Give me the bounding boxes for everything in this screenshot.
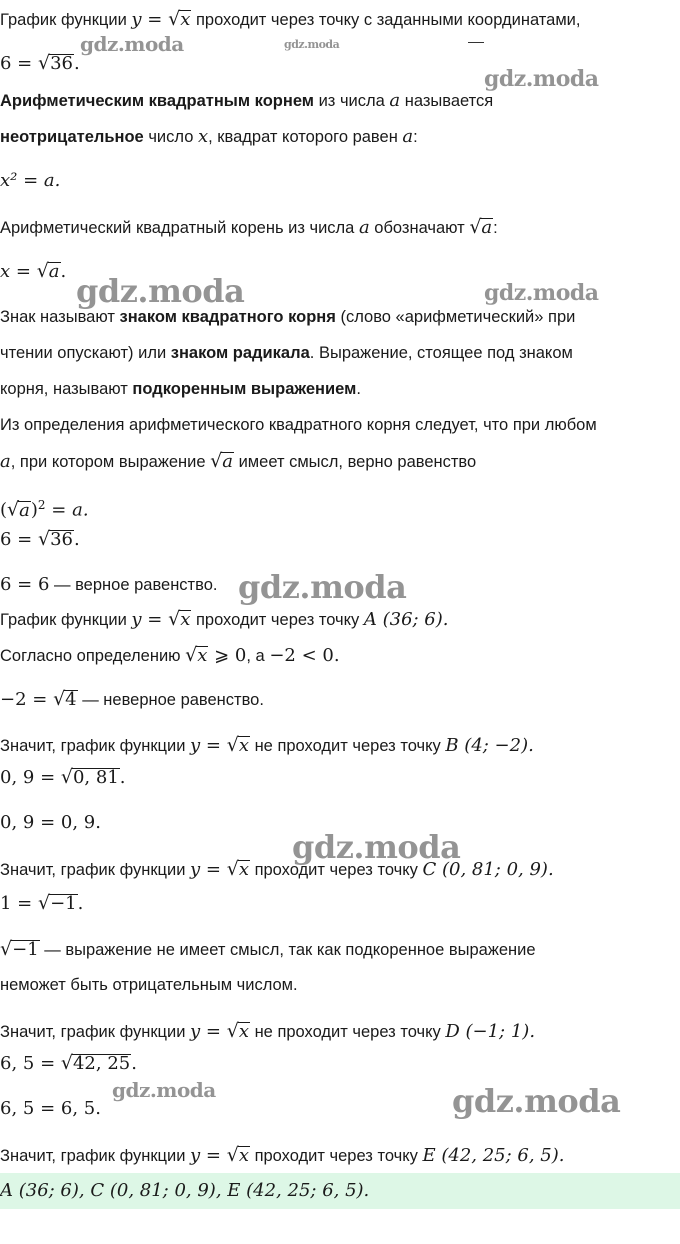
text-line-13: $(√a)^2 = a$. bbox=[0, 498, 89, 521]
text-line-23: 1 = √−1. bbox=[0, 892, 84, 914]
text-line-17: Согласно определению √x ⩾ 0, а −2 < 0. bbox=[0, 644, 340, 666]
text-line-15: 6 = 6 — верное равенство. bbox=[0, 574, 218, 595]
text-line-5: x² = a. bbox=[0, 170, 61, 191]
text-line-27: 6, 5 = √42, 25. bbox=[0, 1052, 137, 1074]
text-line-9: чтении опускают) или знаком радикала. Выражение, стоящее под знаком bbox=[0, 344, 573, 362]
text-line-29: Значит, график функции y = √x проходит через точку E (42, 25; 6, 5). bbox=[0, 1144, 565, 1166]
text-line-1: График функции y = √x проходит через точку с заданными координатами, bbox=[0, 8, 581, 30]
text-line-3: Арифметическим квадратным корнем из числа a называется bbox=[0, 90, 494, 111]
text-line-4: неотрицательное число x, квадрат которого равен a: bbox=[0, 126, 418, 147]
watermark-logo: gdz.moda bbox=[484, 66, 599, 92]
text-line-8: Знак называют знаком квадратного корня (слово «арифметический» при bbox=[0, 308, 576, 326]
watermark-logo: gdz.moda bbox=[238, 568, 407, 606]
watermark-logo: gdz.moda bbox=[292, 828, 461, 866]
text-line-7: x = √a. bbox=[0, 260, 67, 282]
text-line-19: Значит, график функции y = √x не проходит через точку B (4; −2). bbox=[0, 734, 534, 756]
text-line-28: 6, 5 = 6, 5. bbox=[0, 1098, 101, 1119]
text-line-20: 0, 9 = √0, 81. bbox=[0, 766, 126, 788]
watermark-logo: gdz.moda bbox=[76, 272, 245, 310]
watermark-logo: gdz.moda bbox=[452, 1082, 621, 1120]
text-line-6: Арифметический квадратный корень из числа a обозначают √a: bbox=[0, 216, 498, 238]
answer-text: A (36; 6), C (0, 81; 0, 9), E (42, 25; 6, 5). bbox=[0, 1180, 370, 1201]
text-line-11: Из определения арифметического квадратного корня следует, что при любом bbox=[0, 416, 597, 434]
text-line-2: 6 = √36. bbox=[0, 52, 80, 74]
text-line-16: График функции y = √x проходит через точку A (36; 6). bbox=[0, 608, 449, 630]
watermark-logo: gdz.moda bbox=[284, 38, 340, 51]
watermark-logo: gdz.moda bbox=[112, 1078, 216, 1102]
text-line-12: a, при котором выражение √a имеет смысл, верно равенство bbox=[0, 450, 477, 472]
text-line-21: 0, 9 = 0, 9. bbox=[0, 812, 101, 833]
text-line-14: 6 = √36. bbox=[0, 528, 80, 550]
text-line-25: неможет быть отрицательным числом. bbox=[0, 976, 298, 994]
watermark-logo: gdz.moda bbox=[484, 280, 599, 306]
answer-box bbox=[0, 1173, 680, 1209]
text-line-10: корня, называют подкоренным выражением. bbox=[0, 380, 361, 398]
text-line-24: √−1 — выражение не имеет смысл, так как подкоренное выражение bbox=[0, 938, 536, 960]
text-line-22: Значит, график функции y = √x проходит через точку C (0, 81; 0, 9). bbox=[0, 858, 554, 880]
text-line-18: −2 = √4 — неверное равенство. bbox=[0, 688, 264, 710]
text-line-26: Значит, график функции y = √x не проходит через точку D (−1; 1). bbox=[0, 1020, 536, 1042]
stray-mark bbox=[468, 42, 484, 43]
watermark-logo: gdz.moda bbox=[80, 32, 184, 56]
